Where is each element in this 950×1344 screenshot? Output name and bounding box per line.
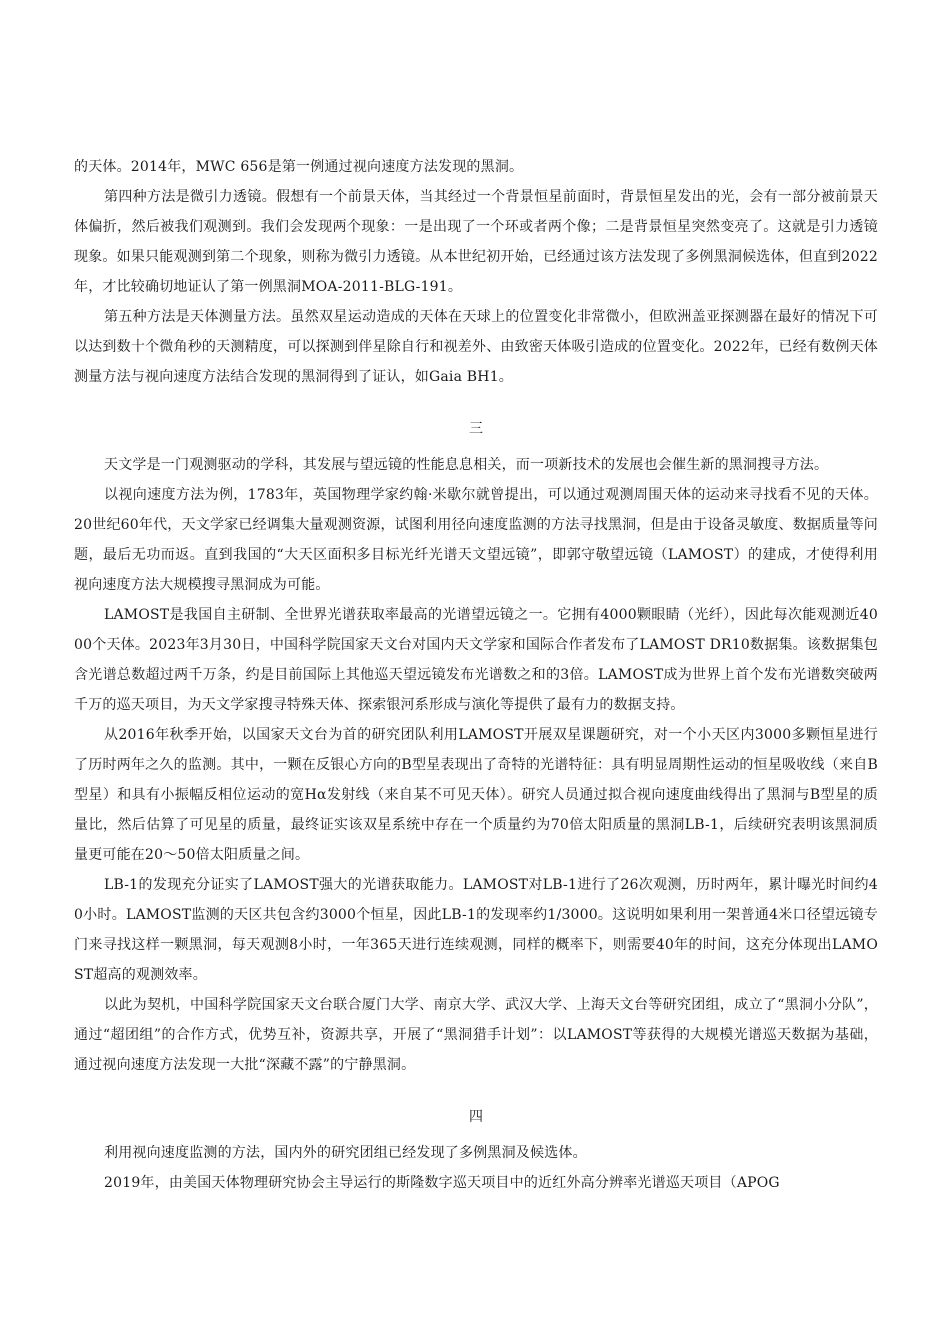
paragraph-rv-discoveries: 利用视向速度监测的方法，国内外的研究团组已经发现了多例黑洞及候选体。 [104, 1145, 587, 1161]
article-body [74, 152, 878, 1198]
paragraph-black-hole-team: 以此为契机，中国科学院国家天文台联合厦门大学、南京大学、武汉大学、上海天文台等研究团组，成立了“黑洞小分队”，通过“超团组”的合作方式，优势互补，资源共享，开展了“黑洞猎手计划”：以LAMOST等获得的大规模光谱巡天数据为基础，通过视向速度方法发现一大批“深藏不露”的宁静黑洞。 [74, 997, 878, 1073]
paragraph-astrometry: 第五种方法是天体测量方法。虽然双星运动造成的天体在天球上的位置变化非常微小，但欧洲盖亚探测器在最好的情况下可以达到数十个微角秒的天测精度，可以探测到伴星除自行和视差外、由致密天体吸引造成的位置变化。2022年，已经有数例天体测量方法与视向速度方法结合发现的黑洞得到了证认，如Gaia BH1。 [74, 309, 878, 385]
section-heading-4: 四 [469, 1109, 483, 1125]
paragraph-binary-study: 从2016年秋季开始，以国家天文台为首的研究团队利用LAMOST开展双星课题研究，对一个小天区内3000多颗恒星进行了历时两年之久的监测。其中，一颗在反银心方向的B型星表现出了奇特的光谱特征：具有明显周期性运动的恒星吸收线（来自B型星）和具有小振幅反相位运动的宽Hα发射线（来自某不可见天体）。研究人员通过拟合视向速度曲线得出了黑洞与B型星的质量比，然后估算了可见星的质量，最终证实该双星系统中存在一个质量约为70倍太阳质量的黑洞LB-1，后续研究表明该黑洞质量更可能在20～50倍太阳质量之间。 [74, 727, 878, 863]
paragraph-radial-velocity-history: 以视向速度方法为例，1783年，英国物理学家约翰·米歇尔就曾提出，可以通过观测周围天体的运动来寻找看不见的天体。20世纪60年代，天文学家已经调集大量观测资源，试图利用径向速度监测的方法寻找黑洞，但是由于设备灵敏度、数据质量等问题，最后无功而返。直到我国的“大天区面积多目标光纤光谱天文望远镜”，即郭守敬望远镜（LAMOST）的建成，才使得利用视向速度方法大规模搜寻黑洞成为可能。 [74, 487, 878, 593]
paragraph-continuation: 的天体。2014年，MWC 656是第一例通过视向速度方法发现的黑洞。 [74, 159, 524, 175]
section-heading-3: 三 [469, 421, 483, 437]
paragraph-lamost-intro: LAMOST是我国自主研制、全世界光谱获取率最高的光谱望远镜之一。它拥有4000颗眼睛（光纤），因此每次能观测近4000个天体。2023年3月30日，中国科学院国家天文台对国内天文学家和国际合作者发布了LAMOST DR10数据集。该数据集包含光谱总数超过两千万条，约是目前国际上其他巡天望远镜发布光谱数之和的3倍。LAMOST成为世界上首个发布光谱数突破两千万的巡天项目，为天文学家搜寻特殊天体、探索银河系形成与演化等提供了最有力的数据支持。 [74, 607, 878, 713]
paragraph-observation-driven: 天文学是一门观测驱动的学科，其发展与望远镜的性能息息相关，而一项新技术的发展也会催生新的黑洞搜寻方法。 [104, 457, 829, 473]
paragraph-microlensing: 第四种方法是微引力透镜。假想有一个前景天体，当其经过一个背景恒星前面时，背景恒星发出的光，会有一部分被前景天体偏折，然后被我们观测到。我们会发现两个现象：一是出现了一个环或者两个像；二是背景恒星突然变亮了。这就是引力透镜现象。如果只能观测到第二个现象，则称为微引力透镜。从本世纪初开始，已经通过该方法发现了多例黑洞候选体，但直到2022年，才比较确切地证认了第一例黑洞MOA-2011-BLG-191。 [74, 189, 878, 295]
paragraph-apogee: 2019年，由美国天体物理研究协会主导运行的斯隆数字巡天项目中的近红外高分辨率光谱巡天项目（APOG [104, 1175, 780, 1191]
paragraph-lb1-discovery: LB-1的发现充分证实了LAMOST强大的光谱获取能力。LAMOST对LB-1进行了26次观测，历时两年，累计曝光时间约40小时。LAMOST监测的天区共包含约3000个恒星，因此LB-1的发现率约1/3000。这说明如果利用一架普通4米口径望远镜专门来寻找这样一颗黑洞，每天观测8小时，一年365天进行连续观测，同样的概率下，则需要40年的时间，这充分体现出LAMOST超高的观测效率。 [74, 877, 878, 983]
